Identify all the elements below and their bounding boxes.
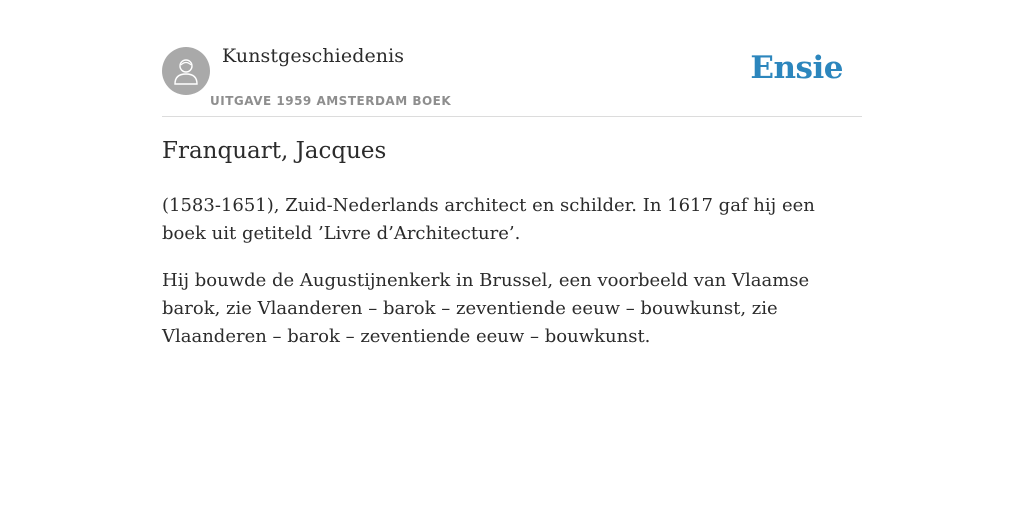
article-header <box>162 0 862 117</box>
brand-logo[interactable]: Ensie <box>750 50 843 86</box>
article-paragraph: Hij bouwde de Augustijnenkerk in Brussel, een voorbeeld van Vlaamse barok, zie Vlaanderen – barok – zeventiende eeuw – bouwkunst, zie Vlaanderen – barok – zeventiende eeuw – bouwkunst. <box>162 270 810 347</box>
author-avatar[interactable] <box>162 47 210 95</box>
author-name[interactable]: Kunstgeschiedenis <box>222 45 405 67</box>
publication-meta: UITGAVE 1959 AMSTERDAM BOEK <box>210 94 452 108</box>
article-paragraph: (1583-1651), Zuid-Nederlands architect en schilder. In 1617 gaf hij een boek uit getiteld ’Livre d’Architecture’. <box>162 195 815 244</box>
user-silhouette-icon <box>172 56 200 86</box>
page-container <box>162 0 862 347</box>
article-title: Franquart, Jacques <box>162 138 387 164</box>
